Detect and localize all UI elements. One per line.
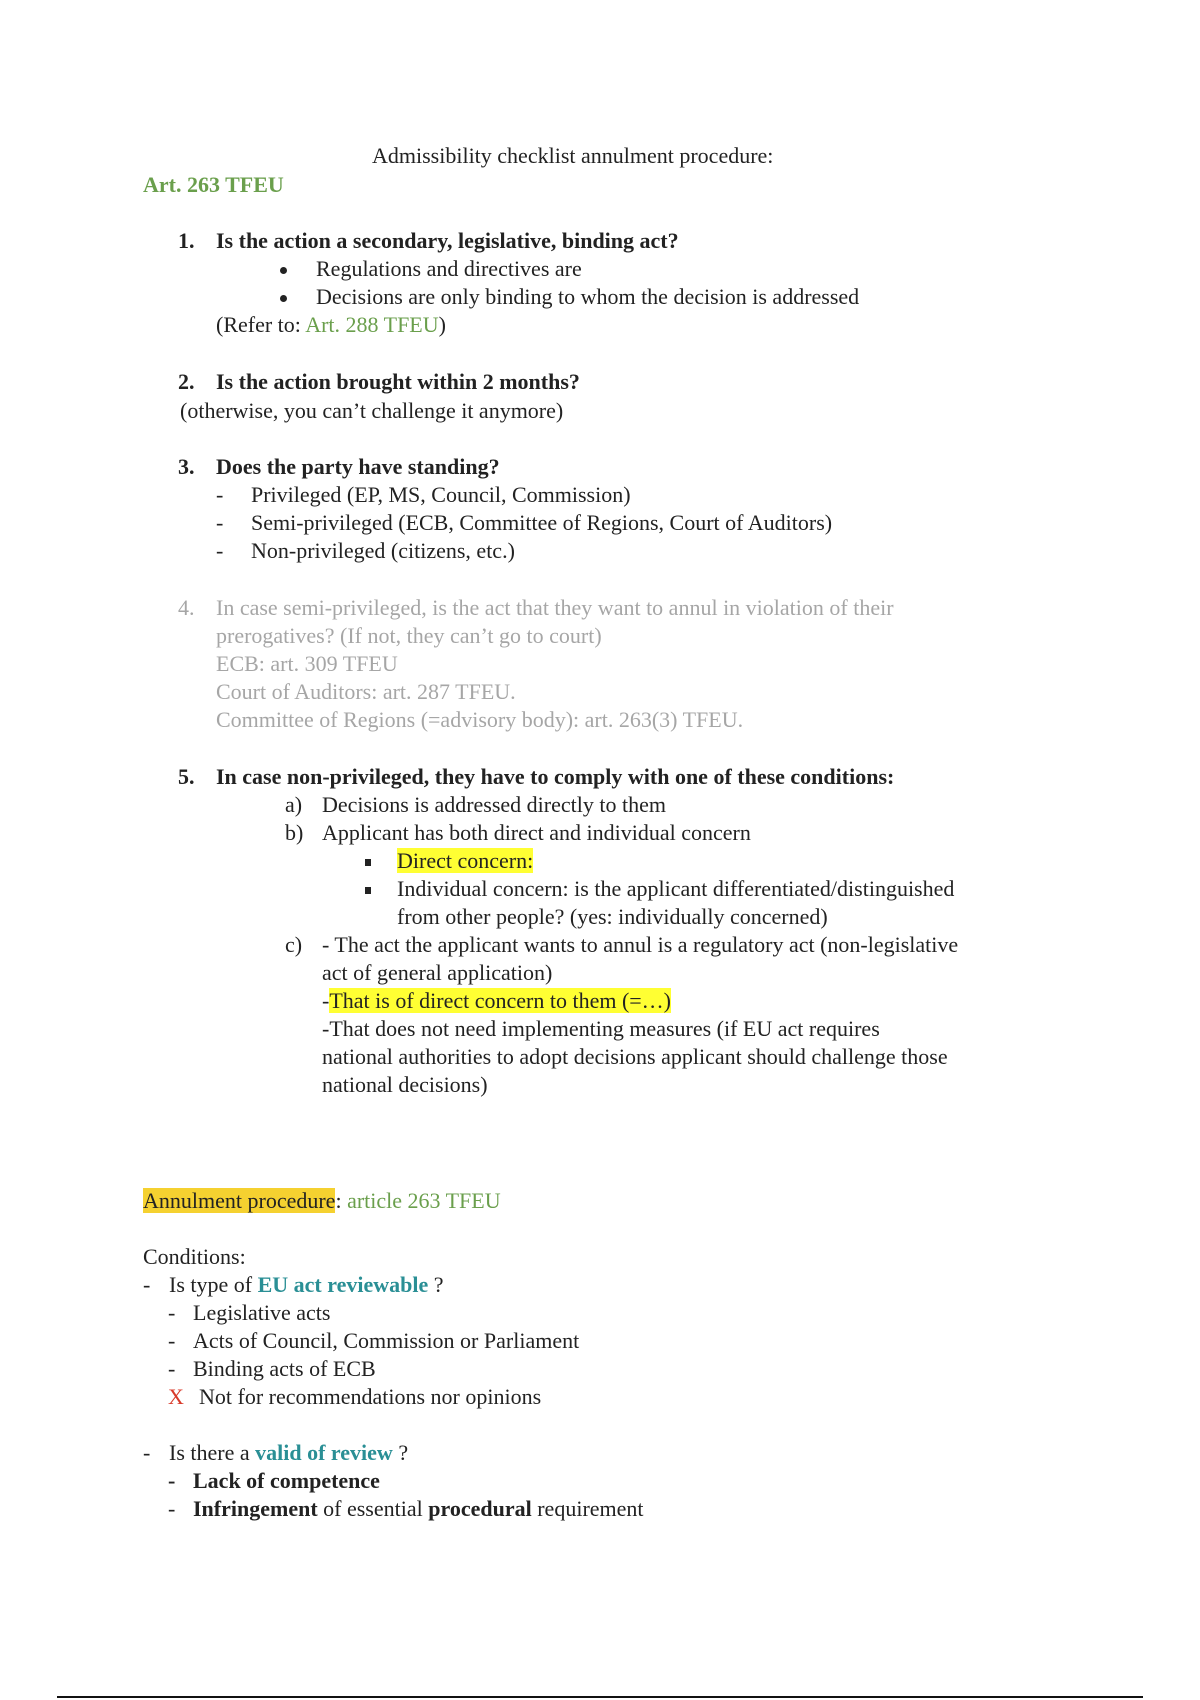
condition-2-item-2-end: requirement [531, 1496, 644, 1521]
condition-2 [169, 1439, 408, 1467]
dash-icon: - [168, 1328, 176, 1353]
q5-b-sub-2-line-1: Individual concern: is the applicant differentiated/distinguished [397, 876, 955, 901]
dash-icon: - [216, 510, 224, 535]
q2-number: 2. [178, 369, 195, 394]
q5-c-line-1: - The act the applicant wants to annul is a regulatory act (non-legislative [322, 932, 959, 957]
q3-item-privileged: Privileged (EP, MS, Council, Commission) [251, 482, 631, 507]
square-bullet-icon [365, 887, 371, 894]
x-mark-icon: X [168, 1384, 184, 1409]
conditions-label: Conditions: [143, 1244, 246, 1269]
q3-item-non-privileged: Non-privileged (citizens, etc.) [251, 538, 515, 563]
dash-icon: - [216, 538, 224, 563]
q5-c-line-3-dash: - [322, 988, 330, 1013]
q1-bullet-2: Decisions are only binding to whom the decision is addressed [316, 284, 860, 309]
q5-heading: In case non-privileged, they have to comply with one of these conditions: [216, 764, 895, 789]
dash-icon: - [143, 1440, 151, 1465]
dash-icon: - [143, 1272, 151, 1297]
condition-1 [169, 1271, 444, 1299]
q1-refer-link: Art. 288 TFEU [305, 312, 439, 337]
direct-concern-to-them-highlight: That is of direct concern to them (=…) [329, 988, 672, 1013]
procedural-bold: procedural [428, 1496, 532, 1521]
q5-c-line-4: -That does not need implementing measures (if EU act requires [322, 1016, 880, 1041]
direct-concern-highlight: Direct concern: [397, 848, 534, 873]
q1-heading: Is the action a secondary, legislative, binding act? [216, 228, 679, 253]
q1-number: 1. [178, 228, 195, 253]
q1-refer-suffix: ) [438, 312, 446, 337]
dash-icon: - [168, 1468, 176, 1493]
q3-number: 3. [178, 454, 195, 479]
q5-c-label: c) [285, 932, 303, 957]
q1-refer-prefix: (Refer to: [216, 312, 306, 337]
condition-1-exclusion: Not for recommendations nor opinions [199, 1384, 542, 1409]
dash-icon: - [168, 1300, 176, 1325]
q5-a-text: Decisions is addressed directly to them [322, 792, 666, 817]
dash-icon: - [168, 1356, 176, 1381]
page-title: Admissibility checklist annulment procedure: [372, 143, 774, 168]
q4-line-2: prerogatives? (If not, they can’t go to court) [216, 623, 602, 648]
section-2-heading [143, 1187, 501, 1215]
q3-heading: Does the party have standing? [216, 454, 500, 479]
q1-bullet-1: Regulations and directives are [316, 256, 582, 281]
section-2-article-link: article 263 TFEU [347, 1188, 501, 1213]
condition-1-item-1: Legislative acts [193, 1300, 331, 1325]
bottom-rule [57, 1696, 1143, 1698]
annulment-procedure-highlight: Annulment procedure [143, 1188, 336, 1213]
condition-2-pre: Is there a [169, 1440, 256, 1465]
q2-note: (otherwise, you can’t challenge it anymore) [180, 398, 564, 423]
q4-line-1: In case semi-privileged, is the act that they want to annul in violation of their [216, 595, 894, 620]
condition-2-post: ? [392, 1440, 409, 1465]
q5-number: 5. [178, 764, 195, 789]
q3-item-semi-privileged: Semi-privileged (ECB, Committee of Regions, Court of Auditors) [251, 510, 833, 535]
q4-line-3: ECB: art. 309 TFEU [216, 651, 398, 676]
condition-2-item-2-mid: of essential [317, 1496, 429, 1521]
condition-1-pre: Is type of [169, 1272, 258, 1297]
q4-number: 4. [178, 595, 195, 620]
section-2-heading-colon: : [335, 1188, 348, 1213]
condition-2-item-2 [193, 1495, 644, 1523]
condition-2-item-1: Lack of competence [193, 1468, 380, 1493]
condition-1-post: ? [428, 1272, 444, 1297]
condition-1-item-2: Acts of Council, Commission or Parliament [193, 1328, 580, 1353]
q5-c-line-6: national decisions) [322, 1072, 488, 1097]
dash-icon: - [168, 1496, 176, 1521]
condition-1-item-3: Binding acts of ECB [193, 1356, 376, 1381]
q2-heading: Is the action brought within 2 months? [216, 369, 580, 394]
bullet-icon [280, 295, 287, 302]
q5-c-line-2: act of general application) [322, 960, 553, 985]
q1-reference [216, 311, 446, 339]
q5-b-label: b) [285, 820, 304, 845]
square-bullet-icon [365, 859, 371, 866]
q5-a-label: a) [285, 792, 303, 817]
q5-b-sub-2-line-2: from other people? (yes: individually concerned) [397, 904, 828, 929]
infringement-bold: Infringement [193, 1496, 318, 1521]
q5-c-line-3 [322, 987, 671, 1015]
dash-icon: - [216, 482, 224, 507]
q4-line-4: Court of Auditors: art. 287 TFEU. [216, 679, 516, 704]
q4-line-5: Committee of Regions (=advisory body): art. 263(3) TFEU. [216, 707, 744, 732]
q5-c-line-5: national authorities to adopt decisions applicant should challenge those [322, 1044, 948, 1069]
bullet-icon [280, 267, 287, 274]
eu-act-reviewable-keyword: EU act reviewable [257, 1272, 429, 1297]
article-reference: Art. 263 TFEU [143, 172, 284, 197]
valid-of-review-keyword: valid of review [255, 1440, 393, 1465]
q5-b-text: Applicant has both direct and individual concern [322, 820, 751, 845]
q5-b-sub-1 [397, 847, 533, 875]
